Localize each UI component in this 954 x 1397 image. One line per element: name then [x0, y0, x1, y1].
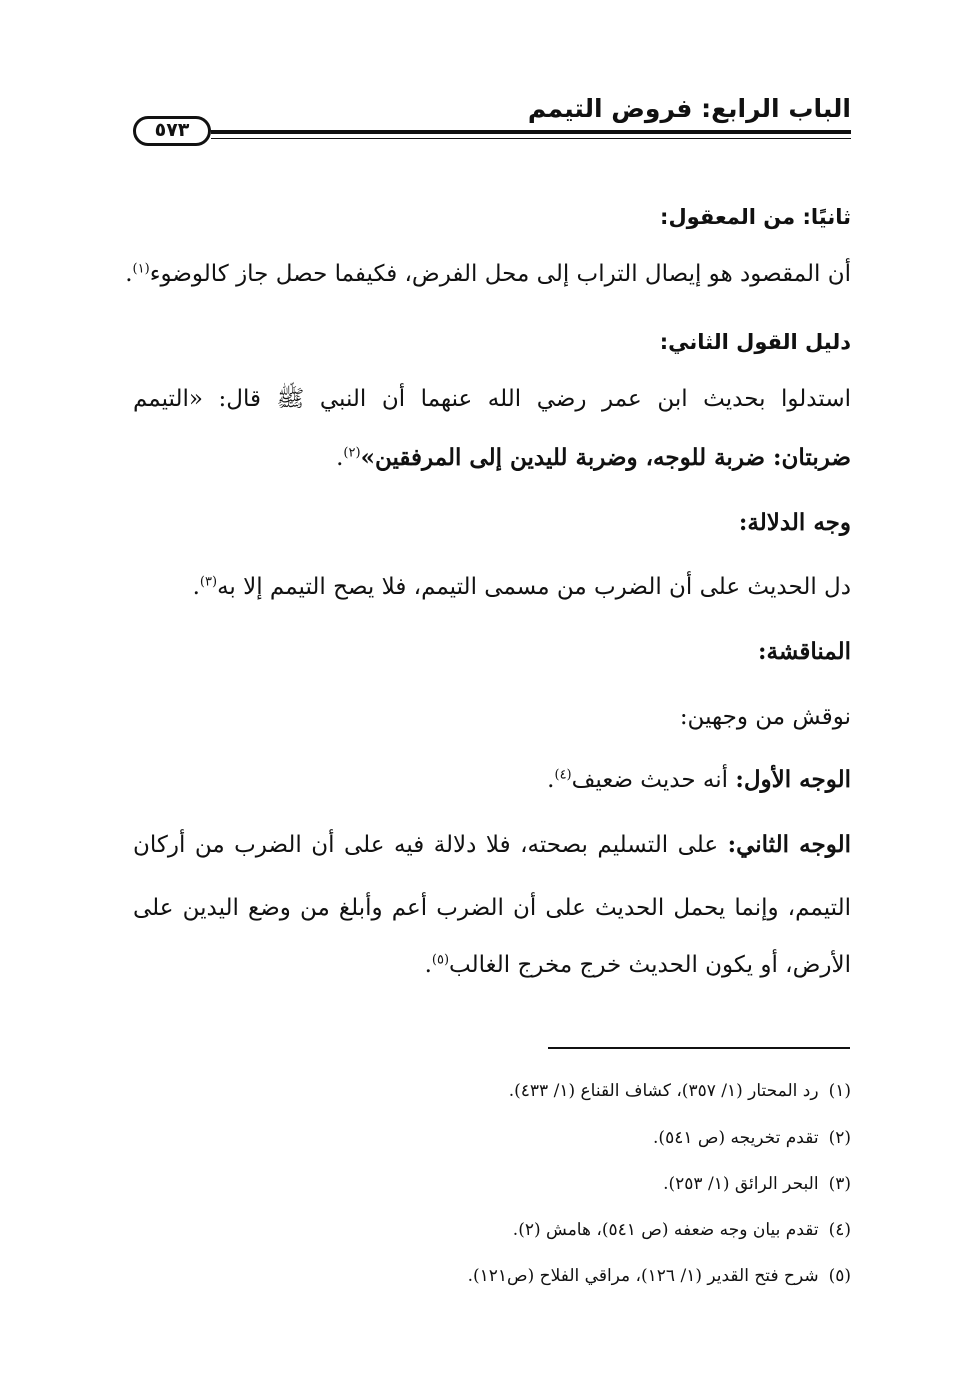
footnote-ref-5: (٥)	[431, 952, 450, 968]
paragraph-first-aspect: الوجه الأول: أنه حديث ضعيف$^{(٤)}$.	[547, 766, 851, 793]
footnote-text: البحر الرائق (١/ ٢٥٣).	[663, 1174, 819, 1194]
section-heading-rational-evidence: ثانيًا: من المعقول:	[660, 205, 851, 229]
footnote-number: (١)	[828, 1081, 851, 1101]
first-aspect-label: الوجه الأول:	[735, 766, 851, 793]
footnote-text: تقدم بيان وجه ضعفه (ص ٥٤١)، هامش (٢).	[512, 1220, 819, 1240]
section-heading-indication: وجه الدلالة:	[738, 509, 851, 536]
footnote-number: (٤)	[828, 1220, 851, 1240]
footnote-number: (٢)	[828, 1128, 851, 1148]
section-heading-discussion: المناقشة:	[758, 638, 851, 665]
footnote-item	[133, 1218, 851, 1242]
paragraph-rational-evidence: أن المقصود هو إيصال التراب إلى محل الفرض، فكيفما حصل جاز كالوضوء$^{(١)}$.	[125, 261, 851, 287]
footnote-ref-3: (٣)	[199, 574, 218, 590]
paragraph-hadith-line1: استدلوا بحديث ابن عمر رضي الله عنهما أن النبي ﷺ قال: «التيمم	[133, 386, 851, 412]
second-aspect-text-end: الأرض، أو يكون الحديث خرج مخرج الغالب	[449, 952, 851, 978]
footnote-text: شرح فتح القدير (١/ ١٢٦)، مراقي الفلاح (ص١٢١).	[467, 1266, 819, 1286]
footnote-separator	[548, 1047, 850, 1049]
footnote-ref-4: (٤)	[554, 767, 572, 783]
paragraph-hadith-line2: ضربتان: ضربة للوجه، وضربة لليدين إلى المرفقين»$^{(٢)}$.	[336, 444, 851, 471]
chapter-title: الباب الرابع: فروض التيمم	[527, 94, 851, 123]
paragraph-indication: دل الحديث على أن الضرب من مسمى التيمم، فلا يصح التيمم إلا به$^{(٣)}$.	[192, 574, 851, 600]
footnote-number: (٣)	[828, 1174, 851, 1194]
footnote-text: تقدم تخريجه (ص ٥٤١).	[653, 1128, 819, 1148]
footnote-ref-2: (٢)	[343, 445, 361, 461]
section-heading-second-opinion-evidence: دليل القول الثاني:	[659, 330, 851, 354]
hadith-text: ضربتان: ضربة للوجه، وضربة لليدين إلى المرفقين»	[360, 444, 851, 471]
footnote-item	[133, 1126, 851, 1150]
footnote-text: رد المحتار (١/ ٣٥٧)، كشاف القناع (١/ ٤٣٣).	[508, 1081, 819, 1101]
second-aspect-text: على التسليم بصحته، فلا دلالة فيه على أن الضرب من أركان	[133, 832, 719, 858]
header-rule	[211, 130, 851, 134]
paragraph-second-aspect-line2: التيمم، وإنما يحمل الحديث على أن الضرب أعم وأبلغ من وضع اليدين على	[133, 895, 851, 921]
footnote-number: (٥)	[828, 1266, 851, 1286]
page-header	[133, 88, 851, 158]
footnote-item	[133, 1264, 851, 1288]
page-number: ٥٧٣	[133, 116, 211, 146]
paragraph-discussion-intro: نوقش من وجهين:	[679, 704, 851, 730]
paragraph-text: أن المقصود هو إيصال التراب إلى محل الفرض، فكيفما حصل جاز كالوضوء	[149, 261, 851, 287]
paragraph-text: دل الحديث على أن الضرب من مسمى التيمم، فلا يصح التيمم إلا به	[217, 574, 851, 600]
footnote-ref-1: (١)	[132, 261, 150, 277]
paragraph-second-aspect-line1	[133, 830, 851, 860]
header-rule-thin	[211, 138, 851, 139]
footnote-item	[133, 1079, 851, 1103]
first-aspect-text: أنه حديث ضعيف	[571, 767, 729, 793]
second-aspect-label: الوجه الثاني:	[727, 831, 851, 858]
footnote-item	[133, 1172, 851, 1196]
paragraph-second-aspect-line3: الأرض، أو يكون الحديث خرج مخرج الغالب$^{(٥)}$.	[424, 952, 851, 978]
